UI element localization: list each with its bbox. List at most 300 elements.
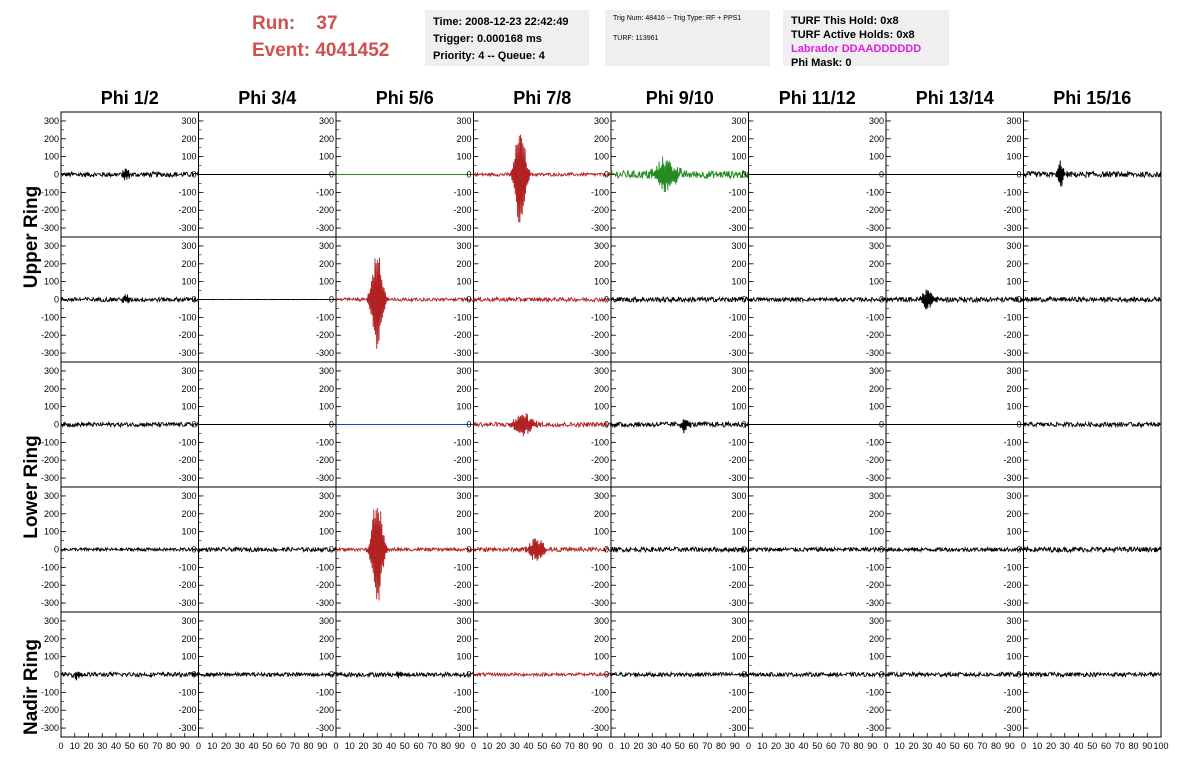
x-tick-label: 40 (110, 741, 122, 751)
y-tick-label: 200 (868, 258, 884, 269)
y-tick-label: -200 (453, 205, 472, 216)
turf-active-text: TURF Active Holds: 0x8 (791, 29, 915, 41)
waveform-r5-c7 (886, 672, 1024, 676)
y-tick-label: -100 (40, 687, 59, 698)
y-tick-label: -100 (40, 312, 59, 323)
y-tick-label: 100 (456, 651, 472, 662)
y-tick-label: -300 (40, 348, 59, 359)
y-tick-label: 100 (868, 401, 884, 412)
y-tick-label: -300 (728, 348, 747, 359)
y-tick-label: -200 (178, 705, 197, 716)
y-tick-label: 200 (181, 383, 197, 394)
y-tick-label: 0 (603, 294, 609, 305)
y-tick-label: -100 (865, 562, 884, 573)
x-tick-label: 90 (729, 741, 740, 751)
y-tick-label: 0 (191, 419, 197, 430)
y-tick-label: -300 (728, 723, 747, 734)
y-tick-label: 0 (466, 669, 472, 680)
y-tick-label: 100 (318, 651, 334, 662)
y-tick-label: 0 (328, 169, 334, 180)
y-tick-label: 100 (1006, 276, 1022, 287)
y-tick-label: 200 (43, 633, 59, 644)
y-tick-label: -200 (865, 455, 884, 466)
y-tick-label: 0 (466, 169, 472, 180)
x-tick-label: 20 (495, 741, 507, 751)
y-tick-label: 300 (1006, 115, 1022, 126)
y-tick-label: 0 (1016, 294, 1022, 305)
y-tick-label: 0 (878, 294, 884, 305)
y-tick-label: -100 (728, 562, 747, 573)
x-tick-label: 90 (592, 741, 603, 751)
x-tick-label: 20 (908, 741, 919, 751)
x-tick-label: 80 (853, 741, 864, 751)
waveform-r2-c1 (61, 294, 199, 303)
ring-label-lower-ring: Lower Ring (21, 435, 42, 539)
waveform-r2-c8 (1024, 297, 1162, 302)
y-tick-label: 300 (731, 240, 747, 251)
y-tick-label: -200 (1003, 455, 1022, 466)
y-tick-label: 0 (741, 419, 747, 430)
y-tick-label: -100 (453, 187, 472, 198)
y-tick-label: -300 (453, 723, 472, 734)
y-tick-label: 300 (731, 615, 747, 626)
ring-label-upper-ring: Upper Ring (21, 185, 42, 289)
waveform-r3-c1 (61, 422, 199, 426)
y-tick-label: 100 (181, 276, 197, 287)
x-tick-label: 30 (372, 741, 383, 751)
y-tick-label: -300 (453, 473, 472, 484)
phi-mask-text: Phi Mask: 0 (791, 57, 852, 69)
y-tick-label: -200 (315, 205, 334, 216)
y-tick-label: 100 (1006, 526, 1022, 537)
y-tick-label: 300 (318, 115, 334, 126)
y-tick-label: -200 (40, 580, 59, 591)
y-tick-label: 200 (181, 133, 197, 144)
y-tick-label: 300 (43, 365, 59, 376)
y-tick-label: -200 (590, 580, 609, 591)
y-tick-label: -200 (865, 205, 884, 216)
column-title-4: Phi 7/8 (513, 88, 572, 108)
y-tick-label: -300 (1003, 598, 1022, 609)
y-tick-label: -300 (1003, 723, 1022, 734)
y-tick-label: -300 (453, 348, 472, 359)
y-tick-label: 200 (1006, 258, 1022, 269)
y-tick-label: -200 (590, 705, 609, 716)
y-tick-label: 200 (593, 258, 609, 269)
y-tick-label: 300 (456, 365, 472, 376)
y-tick-label: -300 (178, 723, 197, 734)
y-tick-label: -200 (315, 705, 334, 716)
y-tick-label: -100 (590, 312, 609, 323)
y-tick-label: -100 (453, 562, 472, 573)
y-tick-label: 0 (191, 294, 197, 305)
y-tick-label: -100 (178, 562, 197, 573)
event-value: 4041452 (315, 40, 390, 61)
x-tick-label: 0 (608, 741, 614, 751)
y-tick-label: -200 (1003, 205, 1022, 216)
trigger-text: Trigger: 0.000168 ms (433, 33, 542, 45)
waveform-r4-c8 (1024, 547, 1162, 552)
y-tick-label: 100 (593, 526, 609, 537)
y-tick-label: -100 (1003, 187, 1022, 198)
y-tick-label: 0 (328, 544, 334, 555)
time-text: Time: 2008-12-23 22:42:49 (433, 16, 569, 28)
y-tick-label: -100 (1003, 437, 1022, 448)
y-tick-label: 0 (1016, 419, 1022, 430)
y-tick-label: -200 (1003, 330, 1022, 341)
y-tick-label: 200 (731, 633, 747, 644)
run-label: Run: (252, 13, 296, 34)
y-tick-label: 200 (318, 133, 334, 144)
y-tick-label: -200 (178, 455, 197, 466)
y-tick-label: 100 (731, 526, 747, 537)
y-tick-label: -100 (315, 312, 334, 323)
y-tick-label: 200 (593, 133, 609, 144)
x-tick-label: 50 (399, 741, 410, 751)
y-tick-label: 100 (43, 526, 59, 537)
y-tick-label: 200 (868, 633, 884, 644)
column-title-3: Phi 5/6 (375, 88, 434, 108)
y-tick-label: -300 (315, 223, 334, 234)
y-tick-label: -200 (728, 580, 747, 591)
x-tick-label: 10 (1032, 741, 1043, 751)
x-tick-label: 40 (798, 741, 809, 751)
y-tick-label: -100 (178, 437, 197, 448)
y-tick-label: 300 (868, 115, 884, 126)
y-tick-label: 300 (318, 490, 334, 501)
y-tick-label: 0 (1016, 669, 1022, 680)
y-tick-label: 200 (318, 383, 334, 394)
ring-label-nadir-ring: Nadir Ring (21, 638, 42, 736)
y-tick-label: 0 (191, 669, 197, 680)
x-tick-label: 50 (674, 741, 685, 751)
y-tick-label: -300 (40, 723, 59, 734)
y-tick-label: 200 (868, 133, 884, 144)
y-tick-label: -200 (728, 330, 747, 341)
y-tick-label: -100 (865, 437, 884, 448)
y-tick-label: 200 (456, 508, 472, 519)
y-tick-label: 0 (466, 544, 472, 555)
y-tick-label: 100 (1006, 401, 1022, 412)
y-tick-label: 100 (456, 151, 472, 162)
y-tick-label: 0 (878, 419, 884, 430)
x-tick-label: 70 (702, 741, 713, 751)
y-tick-label: -100 (315, 687, 334, 698)
y-tick-label: -100 (865, 312, 884, 323)
y-tick-label: -200 (178, 330, 197, 341)
y-tick-label: 300 (181, 240, 197, 251)
y-tick-label: -200 (865, 580, 884, 591)
y-tick-label: 300 (593, 490, 609, 501)
y-tick-label: -300 (178, 473, 197, 484)
y-tick-label: 300 (593, 615, 609, 626)
y-tick-label: -100 (453, 312, 472, 323)
x-tick-label: 30 (922, 741, 933, 751)
x-tick-label: 60 (138, 741, 149, 751)
y-tick-label: 0 (741, 294, 747, 305)
x-tick-label: 30 (647, 741, 658, 751)
y-tick-label: 100 (456, 276, 472, 287)
y-tick-label: 100 (868, 651, 884, 662)
y-tick-label: -200 (590, 205, 609, 216)
x-tick-label: 30 (97, 741, 108, 751)
y-tick-label: 100 (593, 151, 609, 162)
y-tick-label: -300 (178, 223, 197, 234)
x-tick-label: 90 (454, 741, 465, 751)
x-tick-label: 80 (578, 741, 589, 751)
y-tick-label: -100 (40, 562, 59, 573)
y-tick-label: 300 (868, 615, 884, 626)
y-tick-label: 200 (731, 383, 747, 394)
y-tick-label: -200 (40, 205, 59, 216)
y-tick-label: -200 (315, 330, 334, 341)
column-title-2: Phi 3/4 (238, 88, 297, 108)
y-tick-label: 200 (868, 508, 884, 519)
y-tick-label: -200 (728, 705, 747, 716)
y-tick-label: -300 (865, 473, 884, 484)
y-tick-label: 200 (1006, 633, 1022, 644)
y-tick-label: 0 (603, 669, 609, 680)
y-tick-label: 300 (43, 115, 59, 126)
y-tick-label: -300 (315, 723, 334, 734)
x-tick-label: 60 (275, 741, 287, 751)
x-tick-label: 90 (317, 741, 328, 751)
y-tick-label: -200 (728, 205, 747, 216)
priority-text: Priority: 4 -- Queue: 4 (433, 50, 545, 62)
y-tick-label: 0 (191, 169, 197, 180)
y-tick-label: 200 (43, 133, 59, 144)
y-tick-label: 200 (1006, 383, 1022, 394)
y-tick-label: 0 (191, 544, 197, 555)
y-tick-label: 100 (181, 151, 197, 162)
x-tick-label: 60 (1100, 741, 1112, 751)
y-tick-label: -100 (590, 687, 609, 698)
x-tick-label: 50 (812, 741, 823, 751)
y-tick-label: 300 (868, 490, 884, 501)
y-tick-label: 200 (43, 258, 59, 269)
waveform-r2-c7 (886, 290, 1024, 310)
y-tick-label: -300 (865, 598, 884, 609)
y-tick-label: -300 (590, 598, 609, 609)
y-tick-label: 0 (1016, 544, 1022, 555)
y-tick-label: 100 (1006, 151, 1022, 162)
waveform-r3-c5 (611, 419, 749, 433)
waveform-r4-c4 (474, 539, 612, 561)
y-tick-label: -200 (1003, 580, 1022, 591)
y-tick-label: 300 (731, 490, 747, 501)
waveform-r2-c6 (749, 298, 887, 302)
y-tick-label: 300 (1006, 615, 1022, 626)
y-tick-label: 300 (318, 615, 334, 626)
y-tick-label: 300 (318, 365, 334, 376)
y-tick-label: -200 (453, 330, 472, 341)
x-tick-label: 50 (262, 741, 273, 751)
column-title-7: Phi 13/14 (915, 88, 994, 108)
y-tick-label: 100 (593, 276, 609, 287)
y-tick-label: 0 (603, 169, 609, 180)
y-tick-label: 0 (603, 544, 609, 555)
y-tick-label: 100 (731, 651, 747, 662)
waveform-r5-c3 (336, 669, 474, 680)
waveform-r5-c4 (474, 673, 612, 676)
x-tick-label: 30 (509, 741, 520, 751)
y-tick-label: 0 (53, 544, 59, 555)
x-tick-label: 40 (523, 741, 534, 751)
y-tick-label: 100 (181, 401, 197, 412)
waveform-r4-c1 (61, 548, 199, 551)
y-tick-label: -100 (590, 187, 609, 198)
event-label: Event: (252, 40, 311, 61)
y-tick-label: 0 (741, 544, 747, 555)
x-tick-label: 10 (344, 741, 355, 751)
y-tick-label: 100 (318, 151, 334, 162)
y-tick-label: -300 (315, 598, 334, 609)
y-tick-label: 0 (741, 169, 747, 180)
x-tick-label: 70 (289, 741, 300, 751)
y-tick-label: 300 (43, 240, 59, 251)
y-tick-label: 300 (1006, 240, 1022, 251)
x-tick-label: 10 (757, 741, 768, 751)
y-tick-label: -300 (315, 473, 334, 484)
x-tick-label: 20 (770, 741, 782, 751)
x-tick-label: 80 (715, 741, 727, 751)
x-tick-label: 0 (195, 741, 202, 751)
y-tick-label: -200 (40, 705, 59, 716)
y-tick-label: -300 (728, 598, 747, 609)
y-tick-label: 100 (456, 526, 472, 537)
y-tick-label: -300 (40, 598, 59, 609)
y-tick-label: -100 (590, 562, 609, 573)
y-tick-label: 100 (868, 276, 884, 287)
y-tick-label: -100 (40, 187, 59, 198)
x-tick-label: 20 (1045, 741, 1057, 751)
y-tick-label: 300 (456, 240, 472, 251)
y-tick-label: -200 (40, 330, 59, 341)
y-tick-label: -200 (40, 455, 59, 466)
y-tick-label: -300 (315, 348, 334, 359)
x-tick-label: 80 (990, 741, 1002, 751)
y-tick-label: -300 (1003, 348, 1022, 359)
x-tick-label: 90 (867, 741, 878, 751)
waveform-r5-c2 (199, 673, 337, 677)
y-tick-label: -300 (40, 223, 59, 234)
column-title-6: Phi 11/12 (778, 88, 856, 108)
turf-num-text: TURF: 113961 (613, 35, 659, 42)
y-tick-label: 300 (731, 115, 747, 126)
y-tick-label: 0 (466, 294, 472, 305)
x-tick-label: 40 (935, 741, 947, 751)
x-tick-label: 70 (1114, 741, 1125, 751)
y-tick-label: 0 (328, 669, 334, 680)
y-tick-label: 100 (868, 526, 884, 537)
x-tick-label: 60 (688, 741, 699, 751)
y-tick-label: -100 (315, 562, 334, 573)
y-tick-label: 300 (43, 615, 59, 626)
y-tick-label: -100 (453, 687, 472, 698)
y-tick-label: 300 (181, 615, 197, 626)
y-tick-label: -200 (453, 580, 472, 591)
y-tick-label: 100 (593, 401, 609, 412)
y-tick-label: 300 (1006, 365, 1022, 376)
y-tick-label: -100 (40, 437, 59, 448)
y-tick-label: -300 (453, 598, 472, 609)
y-tick-label: 0 (878, 169, 884, 180)
y-tick-label: 100 (318, 401, 334, 412)
y-tick-label: 300 (43, 490, 59, 501)
y-tick-label: 300 (181, 490, 197, 501)
x-tick-label: 80 (440, 741, 452, 751)
y-tick-label: 200 (456, 133, 472, 144)
y-tick-label: -200 (590, 455, 609, 466)
y-tick-label: -300 (590, 348, 609, 359)
y-tick-label: 200 (731, 508, 747, 519)
y-tick-label: 100 (868, 151, 884, 162)
y-tick-label: -100 (728, 312, 747, 323)
y-tick-label: 200 (1006, 133, 1022, 144)
y-tick-label: 200 (181, 508, 197, 519)
y-tick-label: 0 (741, 669, 747, 680)
x-tick-label: 70 (152, 741, 163, 751)
waveform-r2-c5 (611, 297, 749, 302)
y-tick-label: 200 (593, 633, 609, 644)
y-tick-label: 200 (456, 383, 472, 394)
y-tick-label: -200 (865, 705, 884, 716)
y-tick-label: -100 (1003, 312, 1022, 323)
waveform-r2-c4 (474, 298, 612, 302)
y-tick-label: -200 (453, 705, 472, 716)
y-tick-label: 100 (43, 276, 59, 287)
x-tick-label: 60 (413, 741, 424, 751)
y-tick-label: 300 (593, 365, 609, 376)
y-tick-label: -300 (865, 348, 884, 359)
column-title-5: Phi 9/10 (645, 88, 714, 108)
waveform-r4-c6 (749, 547, 887, 551)
y-tick-label: -200 (178, 205, 197, 216)
y-tick-label: 0 (328, 419, 334, 430)
x-tick-label: 40 (660, 741, 672, 751)
x-tick-label: 70 (564, 741, 575, 751)
waveform-r4-c2 (199, 548, 337, 552)
y-tick-label: -100 (865, 687, 884, 698)
x-tick-label: 90 (1142, 741, 1153, 751)
x-tick-label: 10 (894, 741, 905, 751)
x-tick-label: 80 (165, 741, 177, 751)
x-tick-label: 20 (83, 741, 94, 751)
y-tick-label: -200 (1003, 705, 1022, 716)
y-tick-label: -300 (1003, 223, 1022, 234)
y-tick-label: -200 (315, 455, 334, 466)
x-tick-label: 10 (207, 741, 218, 751)
y-tick-label: -100 (728, 687, 747, 698)
x-tick-label: 20 (358, 741, 369, 751)
y-tick-label: 200 (593, 383, 609, 394)
y-tick-label: -100 (728, 187, 747, 198)
trig-num-text: Trig Num: 48416 -- Trig Type: RF + PPS1 (613, 15, 742, 22)
y-tick-label: 200 (181, 633, 197, 644)
waveform-r5-c1 (61, 669, 199, 681)
y-tick-label: -300 (865, 723, 884, 734)
x-tick-label: 30 (784, 741, 795, 751)
y-tick-label: 0 (53, 294, 59, 305)
x-tick-label: 0 (1020, 741, 1027, 751)
x-tick-label: 10 (619, 741, 630, 751)
waveform-r3-c4 (474, 413, 612, 436)
y-tick-label: -300 (1003, 473, 1022, 484)
column-title-8: Phi 15/16 (1053, 88, 1132, 108)
x-tick-label: 60 (550, 741, 562, 751)
y-tick-label: 0 (878, 544, 884, 555)
y-tick-label: 300 (456, 115, 472, 126)
